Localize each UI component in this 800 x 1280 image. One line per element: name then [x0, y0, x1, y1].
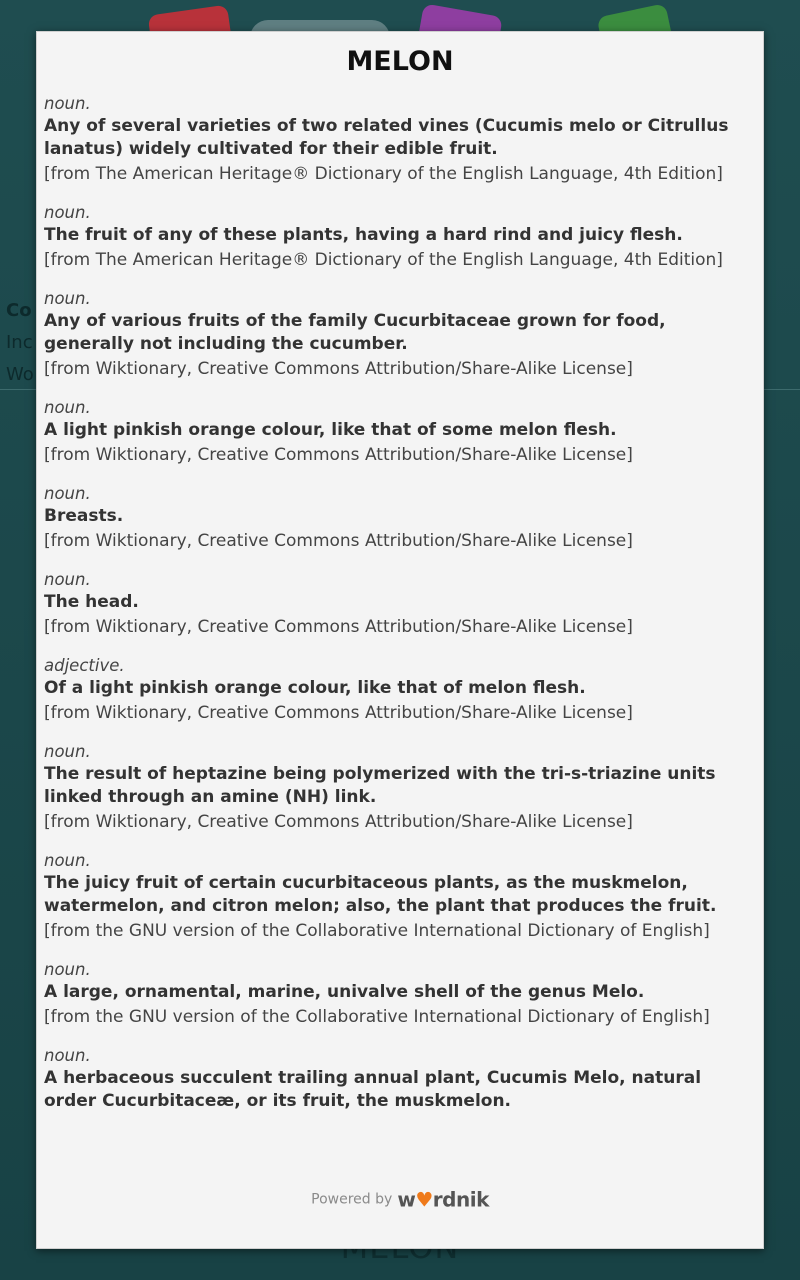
part-of-speech: noun. [44, 570, 91, 589]
powered-by-label: Powered by [311, 1191, 393, 1208]
part-of-speech: noun. [44, 484, 91, 503]
part-of-speech: noun. [44, 94, 91, 113]
definition-source: [from the GNU version of the Collaborative International Dictionary of English] [44, 1007, 710, 1027]
definition-source: [from The American Heritage® Dictionary of the English Language, 4th Edition] [44, 164, 723, 184]
definition-entry [44, 654, 743, 726]
definition-entry [44, 482, 743, 554]
definition-text: The result of heptazine being polymerized with the tri-s-triazine units linked through an amine (NH) link. [44, 764, 716, 807]
definition-entry [44, 201, 743, 273]
definition-source: [from Wiktionary, Creative Commons Attribution/Share-Alike License] [44, 531, 633, 551]
definition-entry [44, 849, 743, 944]
part-of-speech: noun. [44, 851, 91, 870]
definition-text: Breasts. [44, 506, 124, 526]
definition-text: A large, ornamental, marine, univalve shell of the genus Melo. [44, 982, 645, 1002]
definition-text: A light pinkish orange colour, like that of some melon flesh. [44, 420, 617, 440]
wordnik-logo-w: w [397, 1187, 416, 1212]
dialog-title: MELON [346, 46, 454, 77]
part-of-speech: noun. [44, 960, 91, 979]
definition-text: The head. [44, 592, 139, 612]
background-text: Inc [6, 332, 33, 353]
definition-dialog [36, 31, 764, 1249]
part-of-speech: noun. [44, 203, 91, 222]
definition-entry [44, 396, 743, 468]
definition-text: A herbaceous succulent trailing annual plant, Cucumis Melo, natural order Cucurbitaceæ, or its fruit, the muskmelon. [44, 1068, 702, 1111]
definition-text: Any of various fruits of the family Cucurbitaceae grown for food, generally not including the cucumber. [44, 311, 666, 354]
wordnik-attribution[interactable] [37, 1186, 763, 1212]
part-of-speech: adjective. [44, 656, 125, 675]
definition-source: [from Wiktionary, Creative Commons Attribution/Share-Alike License] [44, 617, 633, 637]
definition-entry [44, 740, 743, 835]
definition-text: Any of several varieties of two related vines (Cucumis melo or Citrullus lanatus) widely cultivated for their edible fruit. [44, 116, 729, 159]
background-text: Wo [6, 364, 34, 385]
heart-icon: ♥ [415, 1187, 433, 1212]
wordnik-logo-rest: rdnik [432, 1187, 489, 1212]
definition-source: [from Wiktionary, Creative Commons Attribution/Share-Alike License] [44, 359, 633, 379]
definition-entry [44, 958, 743, 1030]
definition-source: [from the GNU version of the Collaborative International Dictionary of English] [44, 921, 710, 941]
wordnik-logo [397, 1188, 489, 1212]
definition-entry [44, 92, 743, 187]
definition-text: The fruit of any of these plants, having a hard rind and juicy flesh. [44, 225, 683, 245]
definition-entry [44, 568, 743, 640]
definition-entry [44, 1044, 743, 1113]
definition-source: [from Wiktionary, Creative Commons Attribution/Share-Alike License] [44, 703, 633, 723]
background-text: Co [6, 300, 32, 321]
part-of-speech: noun. [44, 1046, 91, 1065]
definition-text: The juicy fruit of certain cucurbitaceous plants, as the muskmelon, watermelon, and citron melon; also, the plant that produces the fruit. [44, 873, 717, 916]
definition-entry [44, 287, 743, 382]
part-of-speech: noun. [44, 398, 91, 417]
part-of-speech: noun. [44, 742, 91, 761]
definitions-list[interactable] [37, 92, 763, 1184]
part-of-speech: noun. [44, 289, 91, 308]
definition-source: [from Wiktionary, Creative Commons Attribution/Share-Alike License] [44, 445, 633, 465]
definition-text: Of a light pinkish orange colour, like that of melon flesh. [44, 678, 586, 698]
definition-source: [from The American Heritage® Dictionary of the English Language, 4th Edition] [44, 250, 723, 270]
definition-source: [from Wiktionary, Creative Commons Attribution/Share-Alike License] [44, 812, 633, 832]
